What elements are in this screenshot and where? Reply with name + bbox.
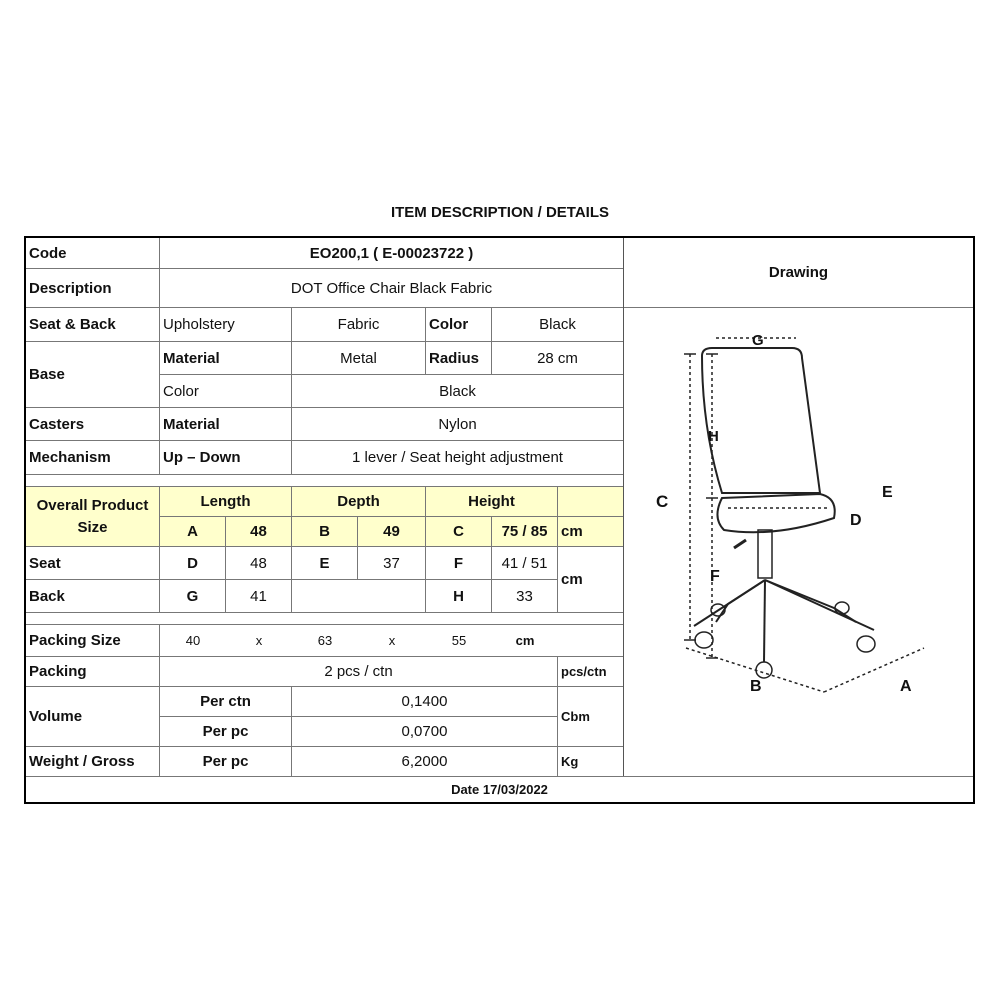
chair-drawing [624,308,973,776]
back-label: Back [26,580,160,613]
dim-f-value: 41 / 51 [492,547,558,580]
drawing-label-a: A [900,678,912,695]
dim-a-letter: A [160,517,226,547]
seat-shape [717,494,834,532]
backrest-shape [702,348,820,493]
dim-g-value: 41 [226,580,292,613]
weight-unit: Kg [558,747,624,776]
code-label: Code [26,238,160,269]
casters-material-label: Material [160,408,292,441]
weight-per-pc-value: 6,2000 [292,747,558,776]
spec-table [24,236,975,804]
packing-label: Packing [26,657,160,687]
seat-back-color-label: Color [426,308,492,342]
dim-c-value: 75 / 85 [492,517,558,547]
dim-e-letter: E [292,547,358,580]
dim-c-letter: C [426,517,492,547]
dim-d-letter: D [160,547,226,580]
back-blank [292,580,426,613]
dim-g-letter: G [160,580,226,613]
mechanism-label: Mechanism [26,441,160,475]
dim-a-value: 48 [226,517,292,547]
weight-per-pc-label: Per pc [160,747,292,776]
drawing-label-d: D [850,512,862,529]
volume-label: Volume [26,687,160,747]
dim-e-value: 37 [358,547,426,580]
casters-label: Casters [26,408,160,441]
packing-size-v3: 55 [426,625,492,657]
lever-shape [734,540,746,548]
packing-size-x2: x [358,625,426,657]
volume-per-pc-label: Per pc [160,717,292,747]
drawing-label-c: C [656,492,669,511]
chair-drawing-svg [624,308,973,776]
seat-label: Seat [26,547,160,580]
document-title: ITEM DESCRIPTION / DETAILS [390,204,610,221]
dim-h-value: 33 [492,580,558,613]
code-value: EO200,1 ( E-00023722 ) [160,238,624,269]
drawing-header: Drawing [624,238,973,308]
depth-header: Depth [292,487,426,517]
date-footer: Date 17/03/2022 [26,776,973,802]
drawing-label-g: G [752,332,764,349]
overall-size-label-line1: Overall Product [36,496,149,514]
base-material-value: Metal [292,342,426,375]
dim-b-value: 49 [358,517,426,547]
packing-size-x1: x [226,625,292,657]
seat-back-label: Seat & Back [26,308,160,342]
seat-back-color-value: Black [492,308,624,342]
dim-f-letter: F [426,547,492,580]
radius-value: 28 cm [492,342,624,375]
mechanism-value: 1 lever / Seat height adjustment [292,441,624,475]
dim-b-letter: B [292,517,358,547]
volume-unit: Cbm [558,687,624,747]
dim-d-value: 48 [226,547,292,580]
volume-per-pc-value: 0,0700 [292,717,558,747]
packing-size-v2: 63 [292,625,358,657]
volume-per-ctn-value: 0,1400 [292,687,558,717]
drawing-label-h: H [708,428,719,445]
base-label: Base [26,342,160,408]
drawing-label-b: B [750,678,762,695]
drawing-label-e: E [882,484,893,501]
upholstery-value: Fabric [292,308,426,342]
drawing-label-f: F [710,568,720,585]
packing-value: 2 pcs / ctn [160,657,558,687]
dim-h-letter: H [426,580,492,613]
description-label: Description [26,269,160,308]
overall-size-label [26,487,160,547]
packing-size-v1: 40 [160,625,226,657]
volume-per-ctn-label: Per ctn [160,687,292,717]
overall-unit: cm [558,517,624,547]
packing-unit: pcs/ctn [558,657,624,687]
packing-size-label: Packing Size [26,625,160,657]
overall-size-label-line2: Size [77,518,108,536]
seat-back-unit: cm [558,547,624,613]
radius-label: Radius [426,342,492,375]
upholstery-label: Upholstery [160,308,292,342]
mechanism-type: Up – Down [160,441,292,475]
overall-blank [558,487,624,517]
packing-size-blank [558,625,624,657]
base-color-value: Black [292,375,624,408]
gas-lift-shape [758,530,772,578]
height-header: Height [426,487,558,517]
description-value: DOT Office Chair Black Fabric [160,269,624,308]
base-color-label: Color [160,375,292,408]
length-header: Length [160,487,292,517]
base-material-label: Material [160,342,292,375]
casters-material-value: Nylon [292,408,624,441]
separator [26,475,624,487]
separator [26,613,624,625]
packing-size-unit: cm [492,625,558,657]
weight-label: Weight / Gross [26,747,160,776]
